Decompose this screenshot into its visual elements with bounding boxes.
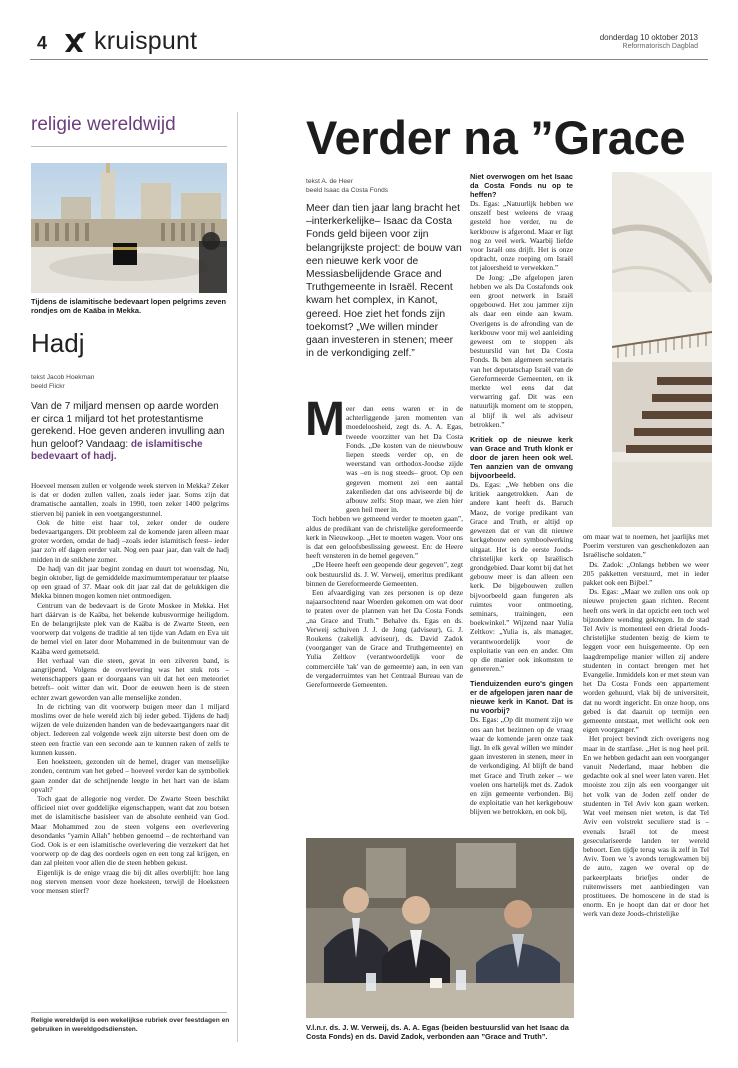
hadj-title: Hadj <box>31 328 85 358</box>
hadj-footer-rule <box>31 1012 227 1013</box>
hadj-paragraph: Hoeveel mensen zullen er volgende week sterven in Mekka? Zeker is dat er doden zullen vallen, zoals ieder jaar. Soms zijn dat dramatische aantallen, zoals in 1990, toen zeker 1400 pelgrims stierven bij paniek in een voetgangerstunnel. <box>31 481 229 518</box>
hadj-paragraph: Toch gaat de allegorie nog verder. De Zwarte Steen beschikt officieel niet over goddelijke eigenschappen, want dat zou botsen met de islamitische basisleer van de absolute eenheid van God. Maar Mohammed zou de steen volgens een overlevering desondanks "yamin Allah" hebben genoemd – de rechterhand van God. Ook is er een islamitische overlevering die verzekert dat het voorwerp op de dag des oordeels ogen en een tong zal krijgen, en dan zal pleiten voor allen die de steen hebben gekust. <box>31 793 229 868</box>
section-title: kruispunt <box>94 27 198 55</box>
kruispunt-logo-icon <box>62 30 88 54</box>
hadj-paragraph: In de richting van dit voorwerp buigen meer dan 1 miljard moslims over de hele wereld zich bij ieder gebed. Tijdens de hadj wijzen de vele duizenden handen van de bedevaartgangers naar dit object. Iedereen zal volgende week zijn uiterste best doen om de steen een fractie van een seconde aan te kunnen raken of zelfs te kunnen kussen. <box>31 701 229 757</box>
hadj-footer: Religie wereldwijd is een wekelijkse rubriek over feestdagen en gebruiken in wereldgodsdiensten. <box>31 1017 230 1033</box>
article-column-3 <box>583 532 709 919</box>
article-headline: Verder na ”Grace <box>306 111 686 164</box>
group-photo-caption: V.l.n.r. ds. J. W. Verweij, ds. A. A. Egas (beiden bestuurslid van het Isaac da Costa Fonds) en ds. David Zadok, verbonden aan ”Grace and Truth”. <box>306 1023 569 1041</box>
article-credit-photo: beeld Isaac da Costa Fonds <box>306 187 389 194</box>
header-date: donderdag 10 oktober 2013 <box>599 33 698 42</box>
hadj-paragraph: Centrum van de bedevaart is de Grote Moskee in Mekka. Het hart dáárvan is de Kaäba, het bekende kubusvormige heiligdom. En de belangrijkste plek van de Kaäba is de Zwarte Steen, een voorwerp dat volgens de traditie al ten tijde van Adam en Eva uit de hemel viel en later door Mohammed in de buitenmuur van de Kaäba werd gemetseld. <box>31 600 229 656</box>
church-interior-photo <box>612 172 712 527</box>
article-paragraph: om maar wat te noemen, het jaarlijks met Poerim versturen van geschenkdozen aan Israëlische soldaten.” <box>583 532 709 560</box>
hadj-credit-text: tekst Jacob Hoekman <box>31 374 95 381</box>
hadj-paragraph: Eigenlijk is de enige vraag die bij dit alles overblijft: hoe lang nog sterven mensen voor deze hoeksteen, terwijl de Hoeksteen voor mensen stierf? <box>31 867 229 895</box>
hadj-intro-highlight: de islamitische bedevaart of hadj. <box>31 438 203 463</box>
rubric-title: religie wereldwijd <box>31 114 176 135</box>
article-column-1 <box>306 404 463 689</box>
kaaba-photo <box>31 163 227 293</box>
hadj-paragraph: Het verhaal van die steen, gevat in een zilveren band, is aangrijpend. Volgens de overlevering was het stuk rots –wetenschappers gaan er doorgaans van uit dat het een meteoriet betreft– ooit witter dan wit. Door de eeuwen heen is de steen echter zwart geworden van alle menselijke zonden. <box>31 655 229 702</box>
article-paragraph: Ds. Egas: „We hebben ons die kritiek aangetrokken. Aan de andere kant heeft ds. Baruch Maoz, de vorige predikant van Grace and Truth, er altijd op gewezen dat er van dit nieuwe kerkgebouw een symboolwerking uitgaat. Het is de eerste Joods-christelijke kerk op Israëlisch grondgebied. Daar komt bij dat het gebouw meer is dan alleen een kerk. De bijgebouwen zullen bijvoorbeeld gaan fungeren als ruimtes voor ontmoeting, seminars, trainingen, een boekwinkel.” Wijzend naar Yulia Zeltkov: „Yulia is, als manager, verantwoordelijk voor de exploitatie van een en ander. Om op die manier ook inkomsten te genereren.” <box>470 480 573 674</box>
hadj-intro-text: Van de 7 miljard mensen op aarde worden er circa 1 miljard tot het protestantisme gerekend. Hoe geven anderen invulling aan hun geloof? Vandaag: <box>31 401 225 450</box>
article-question: Kritiek op de nieuwe kerk van Grace and Truth klonk er door de jaren heen ook wel. Ten aanzien van de omvang bijvoorbeeld. <box>470 435 573 481</box>
article-paragraph: „De Heere heeft een geopende deur gegeven”, zegt ook bestuurslid ds. J. W. Verweij, emeritus predikant binnen de Gereformeerde Gemeenten. <box>306 560 463 588</box>
article-paragraph: Het project bevindt zich overigens nog maar in de startfase. „Het is nog heel pril. En we hebben gedacht aan een voorganger vanuit Nederland, maar hebben die gedachte ook al snel weer laten varen. Het mooiste zou zijn als een voorganger uit het volk van de Joden zelf onder de studenten in Tel Aviv kon gaan werken. Wat veel mensen niet weten, is dat Tel Aviv een volstrekt seculiere stad is – evenals Israël tot de meest geseculariseerde landen ter wereld behoort. Een tijdje terug was ik zelf in Tel Aviv. Toen we 's avonds terugkwamen bij de auto, zagen we overal op de parkeerplaats briefjes onder de ruitenwissers met aanbiedingen van prostituees. De homoscene in de stad is enorm. En je hoopt dan dat er door het werk van deze Joods-christelijke <box>583 734 709 919</box>
header-rule <box>30 59 708 60</box>
group-photo <box>306 838 574 1018</box>
article-paragraph: Ds. Egas: „Maar we zullen ons ook op nieuwe projecten gaan richten. Recent heeft ons werk in dat opzicht een toch wel bijzondere wending gekregen. In de stad Tel Aviv is momenteel een drietal Joods-christelijke studenten bezig de kiem te leggen voor een huisgemeente. Op een laagdrempelige manier willen zij andere studenten in contact brengen met het Evangelie. Inmiddels kon er met steun van het Da Costa Fonds een appartement worden gehuurd, vlak bij de universiteit, dat nu wordt ingericht. En onze hoop, ons gebed is dat daaruit op termijn een gemeente ontstaat, met wellicht ook een eigen voorganger.” <box>583 587 709 735</box>
article-question: Tienduizenden euro's gingen er de afgelopen jaren naar de nieuwe kerk in Kanot. Dat is nu voorbij? <box>470 679 573 716</box>
article-paragraph: De Jong: „De afgelopen jaren hebben we als Da Costafonds ook een groot netwerk in Israël opgebouwd. Het zou jammer zijn als daar een einde aan kwam. Overigens is de afronding van de kerkbouw voor mij wel aanleiding geweest om te stoppen als bestuurslid van het Da Costa Fonds. Ik ben algemeen secretaris van het deputatschap Israël van de Gereformeerde Gemeenten, en ik merkte wel eens dat dat verwarring gaf. Dit was een natuurlijk moment om te stoppen, al blijf ik wel als adviseur betrokken.” <box>470 272 573 429</box>
article-paragraph: Ds. Zadok: „Onlangs hebben we weer 205 pakketten verstuurd, met in ieder pakket ook een Bijbel.” <box>583 559 709 588</box>
page-number: 4 <box>37 33 48 53</box>
column-divider <box>237 112 238 1042</box>
hadj-body <box>31 481 229 895</box>
hadj-paragraph: Ook de hitte eist haar tol, zeker onder de oudere bedevaartgangers. Dit probleem zal de komende jaren alleen maar groter worden, omdat de hadj –zoals ieder islamitisch feest– ieder jaar zo'n elf dagen eerder valt. Nog een paar jaar, dan valt de hadj midden in de snikhete zomer. <box>31 517 229 564</box>
article-paragraph: Toch hebben we gemeend verder te moeten gaan”, aldus de predikant van de christelijke gereformeerde kerk in Nieuwkoop. „Het te moeten wagen. Voor ons is dat een geloofsbeslissing geweest. En: de Heere heeft vensteren in de hemel gegeven.” <box>306 514 463 561</box>
article-lead: Meer dan tien jaar lang bracht het –interkerkelijke– Isaac da Costa Fonds geld bijeen voor zijn belangrijkste project: de bouw van een nieuwe kerk voor de Messiasbelijdende Grace and Truthgemeente in Israël. Recent kwam het complex, in Kanot, gereed. Hoe ziet het fonds zijn toekomst? „We willen minder gaan investeren in stenen; meer in de verkondiging zelf.” <box>306 203 462 360</box>
kaaba-photo-caption: Tijdens de islamitische bedevaart lopen pelgrims zeven rondjes om de Kaäba in Mekka. <box>31 297 226 315</box>
hadj-paragraph: Een hoeksteen, gezonden uit de hemel, drager van menselijke zonden, centrum van het gebed – hoeveel verder kan de symboliek gaan zonder dat de schrijnende leegte in het hart van de islam opvalt? <box>31 757 229 794</box>
dropcap: M <box>305 393 345 446</box>
article-question: Niet overwogen om het Isaac da Costa Fonds nu op te heffen? <box>470 172 573 199</box>
article-column-2 <box>470 172 573 817</box>
article-paragraph: eer dan eens waren er in de achterliggende jaren momenten van moedeloosheid, zegt ds. A. A. Egas, tweede voorzitter van het Da Costa Fonds. „De kosten van de nieuwbouw liepen steeds verder op, en de weerstand van orthodox-Joodse zijde was –en is nog steeds– groot. Op een gegeven moment zei een aantal zakenlieden dat ons adviseerde bij de afbouw zelfs: Stop maar, we zien hier geen heil meer in. <box>346 404 463 515</box>
header-newspaper: Reformatorisch Dagblad <box>622 43 698 50</box>
article-paragraph: Een afvaardiging van zes personen is op deze najaarsochtend naar Woerden gekomen om wat door te praten over de plannen van het Da Costa Fonds „na Grace and Truth.” Behalve ds. Egas en ds. Verweij schuiven J. J. de Jong (adviseur), G. J. Roukens (zakelijk adviseur), ds. David Zadok (voorganger van de Grace and Truthgemeente) en Yulia Zeltkov (verantwoordelijk voor de commerciële 'tak' van de gemeente) aan, in een van de vergaderruimtes van het Centraal Bureau van de Gereformeerde Gemeenten. <box>306 588 463 690</box>
article-paragraph: Ds. Egas: „Natuurlijk hebben we onszelf best weleens de vraag gesteld hoe verder, nu de kerkbouw is afgerond. Maar er ligt nog zo veel werk. Waarbij liefde voor Israël ons drijft. Het is onze opdracht, onze roeping om Israël tot jaloersheid te verwekken.” <box>470 199 573 273</box>
article-credit-text: tekst A. de Heer <box>306 178 353 185</box>
rubric-rule <box>31 146 227 147</box>
hadj-credit-photo: beeld Flickr <box>31 383 65 390</box>
article-paragraph: Ds. Egas: „Op dit moment zijn we ons aan het bezinnen op de vraag waar de komende jaren onze taak ligt. In elk geval willen we minder gaan investeren in stenen, meer in de verkondiging. Al blijft de band met Grace and Truth zeker – we voelen ons hartelijk met ds. Zadok en zijn gemeente verbonden. Bij de exploitatie van het kerkgebouw blijven we betrokken, en ook bij, <box>470 715 573 817</box>
hadj-intro <box>31 401 229 464</box>
hadj-paragraph: De hadj van dit jaar begint zondag en duurt tot woensdag. Nu, begin oktober, ligt de gemiddelde maximumtemperatuur ter plaatse op een graad of 37. Maar ook dit jaar zal dat de gelukkigen die Mekka binnen mogen komen niet ontmoedigen. <box>31 563 229 601</box>
